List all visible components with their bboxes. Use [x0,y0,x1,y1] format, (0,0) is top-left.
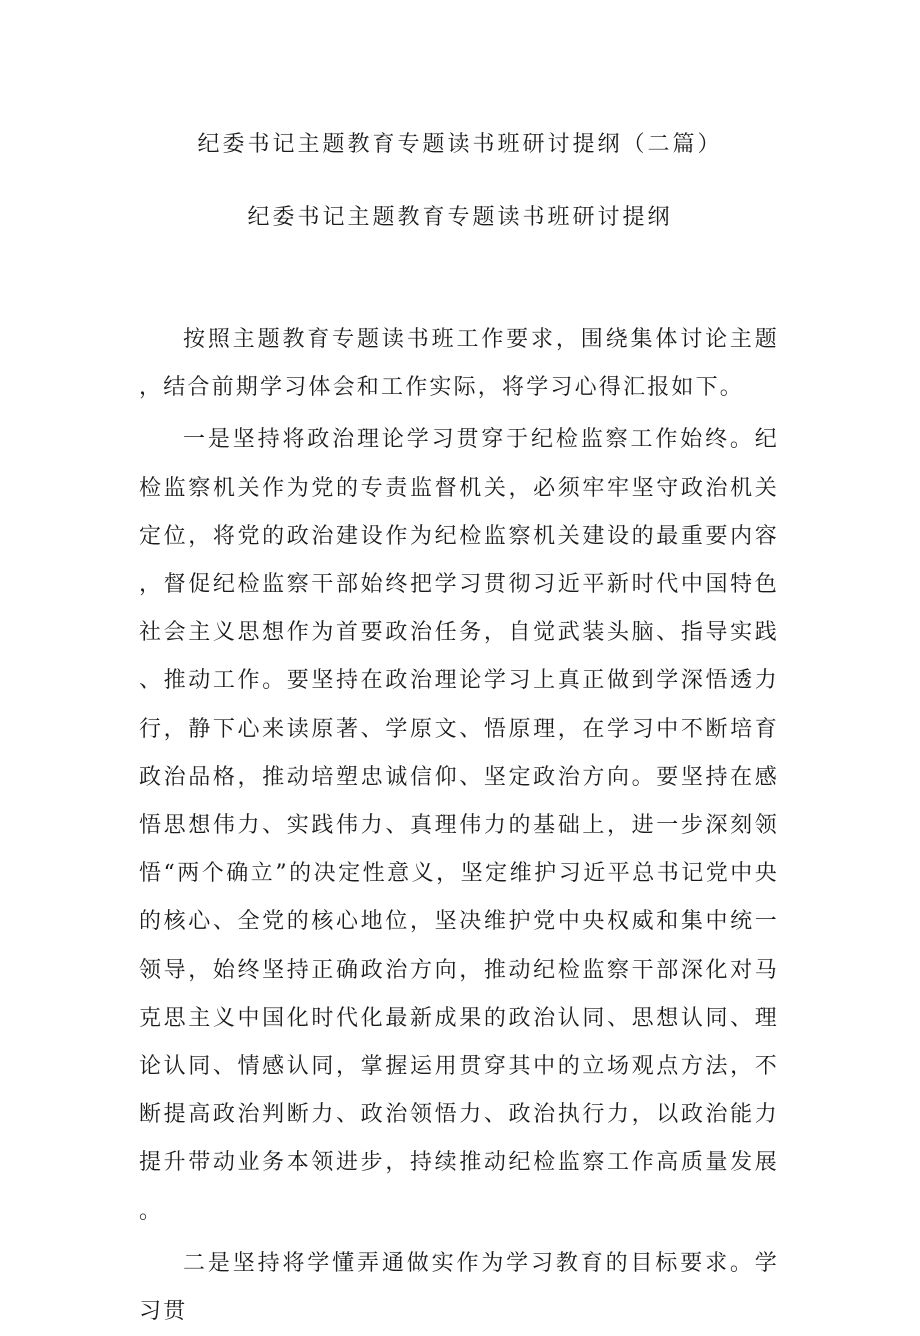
paragraph-point-one: 一是坚持将政治理论学习贯穿于纪检监察工作始终。纪检监察机关作为党的专责监督机关，必须牢牢坚守政治机关定位，将党的政治建设作为纪检监察机关建设的最重要内容，督促纪检监察干部始终把学习贯彻习近平新时代中国特色社会主义思想作为首要政治任务，自觉武装头脑、指导实践、推动工作。要坚持在政治理论学习上真正做到学深悟透力行，静下心来读原著、学原文、悟原理，在学习中不断培育政治品格，推动培塑忠诚信仰、坚定政治方向。要坚持在感悟思想伟力、实践伟力、真理伟力的基础上，进一步深刻领悟“两个确立”的决定性意义，坚定维护习近平总书记党中央的核心、全党的核心地位，坚决维护党中央权威和集中统一领导，始终坚持正确政治方向，推动纪检监察干部深化对马克思主义中国化时代化最新成果的政治认同、思想认同、理论认同、情感认同，掌握运用贯穿其中的立场观点方法，不断提高政治判断力、政治领悟力、政治执行力，以政治能力提升带动业务本领进步，持续推动纪检监察工作高质量发展。 [139,427,779,1224]
document-body [139,316,779,1336]
paragraph-point-two: 二是坚持将学懂弄通做实作为学习教育的目标要求。学习贯 [139,1250,779,1325]
document-subtitle: 纪委书记主题教育专题读书班研讨提纲 [247,205,673,230]
paragraph-intro: 按照主题教育专题读书班工作要求，围绕集体讨论主题，结合前期学习体会和工作实际，将学习心得汇报如下。 [139,327,779,401]
document-title: 纪委书记主题教育专题读书班研讨提纲（二篇） [197,132,723,157]
